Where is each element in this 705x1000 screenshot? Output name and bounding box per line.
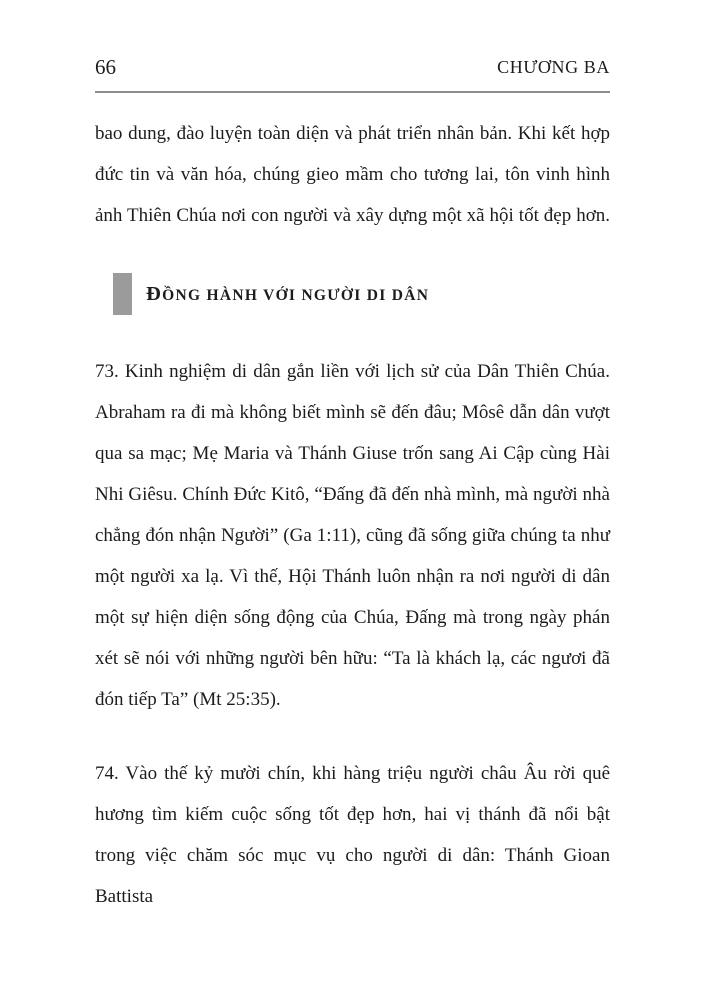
text-line: một sự hiện diện sống động của Chúa, Đấng mà trong ngày phán [95, 607, 610, 628]
text-line: Abraham ra đi mà không biết mình sẽ đến đâu; Môsê dẫn dân vượt [95, 402, 610, 423]
text-line: Nhi Giêsu. Chính Đức Kitô, “Đấng đã đến nhà mình, mà người nhà [95, 484, 610, 505]
paragraph-intro [95, 113, 610, 236]
text-line: 73. Kinh nghiệm di dân gắn liền với lịch sử của Dân Thiên Chúa. [95, 361, 610, 382]
text-line: chẳng đón nhận Người” (Ga 1:11), cũng đã sống giữa chúng ta như [95, 525, 610, 546]
section-heading-text [146, 283, 429, 306]
section-heading [95, 273, 610, 315]
section-heading-rest: ỒNG HÀNH VỚI NGƯỜI DI DÂN [162, 286, 430, 304]
text-line: một người xa lạ. Vì thế, Hội Thánh luôn nhận ra nơi người di dân [95, 566, 610, 587]
text-line: bao dung, đào luyện toàn diện và phát triển nhân bản. Khi kết hợp [95, 123, 610, 144]
text-line: ảnh Thiên Chúa nơi con người và xây dựng một xã hội tốt đẹp hơn. [95, 205, 610, 226]
text-line: hương tìm kiếm cuộc sống tốt đẹp hơn, hai vị thánh đã nổi bật [95, 804, 610, 825]
text-line: xét sẽ nói với những người bên hữu: “Ta là khách lạ, các ngươi đã [95, 648, 610, 669]
page-number: 66 [95, 55, 116, 79]
text-line: qua sa mạc; Mẹ Maria và Thánh Giuse trốn sang Ai Cập cùng Hài [95, 443, 610, 464]
text-line: đức tin và văn hóa, chúng gieo mầm cho tương lai, tôn vinh hình [95, 164, 610, 185]
paragraph-74 [95, 753, 610, 917]
text-line: đón tiếp Ta” (Mt 25:35). [95, 689, 281, 710]
text-line: 74. Vào thế kỷ mười chín, khi hàng triệu người châu Âu rời quê [95, 763, 610, 784]
section-heading-initial: Đ [146, 282, 163, 305]
heading-bar-marker [113, 273, 132, 315]
page-header [95, 0, 610, 93]
page-body [95, 113, 610, 917]
paragraph-73 [95, 351, 610, 720]
text-line: trong việc chăm sóc mục vụ cho người di dân: Thánh Gioan Battista [95, 845, 610, 907]
chapter-running-head: CHƯƠNG BA [497, 57, 610, 77]
